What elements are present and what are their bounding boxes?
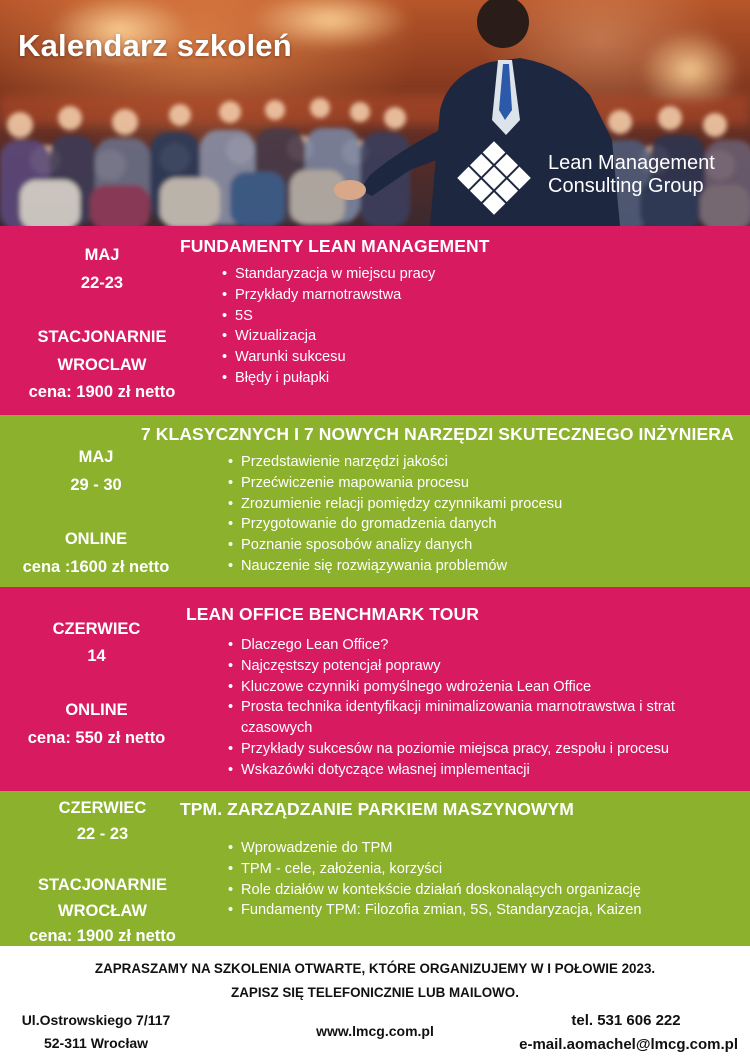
- footer-signup: ZAPISZ SIĘ TELEFONICZNIE LUB MAILOWO.: [231, 985, 519, 1000]
- course-band: [0, 226, 750, 415]
- course-band: [0, 415, 750, 587]
- footer-phone[interactable]: tel. 531 606 222: [571, 1012, 681, 1029]
- course-schedule: [0, 226, 204, 415]
- topic-item: • Przećwiczenie mapowania procesu: [228, 473, 562, 494]
- course-title: LEAN OFFICE BENCHMARK TOUR: [186, 604, 479, 624]
- topic-item: • Poznanie sposobów analizy danych: [228, 535, 562, 556]
- course-month: MAJ: [78, 448, 114, 466]
- course-title: FUNDAMENTY LEAN MANAGEMENT: [180, 236, 490, 256]
- course-mode: ONLINE: [65, 701, 128, 719]
- course-title: 7 KLASYCZNYCH I 7 NOWYCH NARZĘDZI SKUTECZNEGO INŻYNIERA: [141, 424, 734, 444]
- course-dates: 14: [87, 647, 106, 665]
- topic-item: • Standaryzacja w miejscu pracy: [222, 264, 435, 285]
- footer-address-line-1: Ul.Ostrowskiego 7/117: [21, 1012, 171, 1028]
- course-schedule: [0, 587, 193, 791]
- course-price: cena: 1900 zł netto: [29, 927, 176, 945]
- course-topics: [222, 264, 435, 389]
- topic-item: • Przedstawienie narzędzi jakości: [228, 452, 562, 473]
- footer-address-line-2: 52-311 Wrocław: [43, 1035, 149, 1051]
- course-price: cena: 550 zł netto: [27, 729, 166, 747]
- topic-item: • Zrozumienie relacji pomiędzy czynnikami procesu: [228, 494, 562, 515]
- footer-website-link[interactable]: www.lmcg.com.pl: [316, 1023, 434, 1039]
- logo-line-2: Consulting Group: [548, 175, 704, 197]
- course-mode: ONLINE: [64, 530, 128, 548]
- topic-item: • Warunki sukcesu: [222, 347, 435, 368]
- topic-item: • Role działów w kontekście działań doskonalących organizację: [228, 880, 641, 901]
- logo-wordmark: [548, 152, 715, 198]
- lmcg-logo-icon: [456, 140, 532, 216]
- course-city: WROCLAW: [57, 356, 147, 374]
- course-schedule: [0, 791, 205, 946]
- footer-invite: ZAPRASZAMY NA SZKOLENIA OTWARTE, KTÓRE ORGANIZUJEMY W I POŁOWIE 2023.: [94, 961, 656, 976]
- course-mode: STACJONARNIE: [38, 876, 167, 894]
- hero-banner: [0, 0, 750, 226]
- course-month: CZERWIEC: [52, 620, 141, 638]
- topic-item: • Dlaczego Lean Office?: [228, 635, 708, 656]
- course-price: cena :1600 zł netto: [22, 558, 170, 576]
- course-topics: [228, 452, 562, 577]
- topic-item: • Wskazówki dotyczące własnej implementacji: [228, 760, 708, 781]
- course-dates: 22 - 23: [76, 825, 129, 843]
- course-topics: [228, 838, 641, 921]
- course-band: [0, 587, 750, 791]
- topic-item: • Błędy i pułapki: [222, 368, 435, 389]
- topic-item: • TPM - cele, założenia, korzyści: [228, 859, 641, 880]
- course-band: [0, 791, 750, 946]
- course-topics: [228, 635, 708, 781]
- topic-item: • Kluczowe czynniki pomyślnego wdrożenia Lean Office: [228, 677, 708, 698]
- topic-item: • 5S: [222, 306, 435, 327]
- topic-item: • Wprowadzenie do TPM: [228, 838, 641, 859]
- course-mode: STACJONARNIE: [37, 328, 167, 346]
- topic-item: • Fundamenty TPM: Filozofia zmian, 5S, Standaryzacja, Kaizen: [228, 900, 641, 921]
- course-month: MAJ: [84, 246, 120, 264]
- topic-item: • Przykłady sukcesów na poziomie miejsca pracy, zespołu i procesu: [228, 739, 708, 760]
- topic-item: • Nauczenie się rozwiązywania problemów: [228, 556, 562, 577]
- topic-item: • Przykłady marnotrawstwa: [222, 285, 435, 306]
- topic-item: • Przygotowanie do gromadzenia danych: [228, 514, 562, 535]
- topic-item: • Wizualizacja: [222, 326, 435, 347]
- topic-item: • Prosta technika identyfikacji minimalizowania marnotrawstwa i strat czasowych: [228, 697, 708, 739]
- course-price: cena: 1900 zł netto: [28, 383, 176, 401]
- footer-email-link[interactable]: e-mail.aomachel@lmcg.com.pl: [519, 1036, 738, 1053]
- logo-line-1: Lean Management: [548, 152, 715, 174]
- course-month: CZERWIEC: [58, 799, 147, 817]
- course-dates: 22-23: [80, 274, 124, 292]
- course-city: WROCŁAW: [58, 902, 147, 920]
- page-title: Kalendarz szkoleń: [18, 28, 292, 63]
- topic-item: • Najczęstszy potencjał poprawy: [228, 656, 708, 677]
- footer: [0, 946, 750, 1061]
- course-dates: 29 - 30: [70, 476, 122, 494]
- course-title: TPM. ZARZĄDZANIE PARKIEM MASZYNOWYM: [180, 799, 574, 819]
